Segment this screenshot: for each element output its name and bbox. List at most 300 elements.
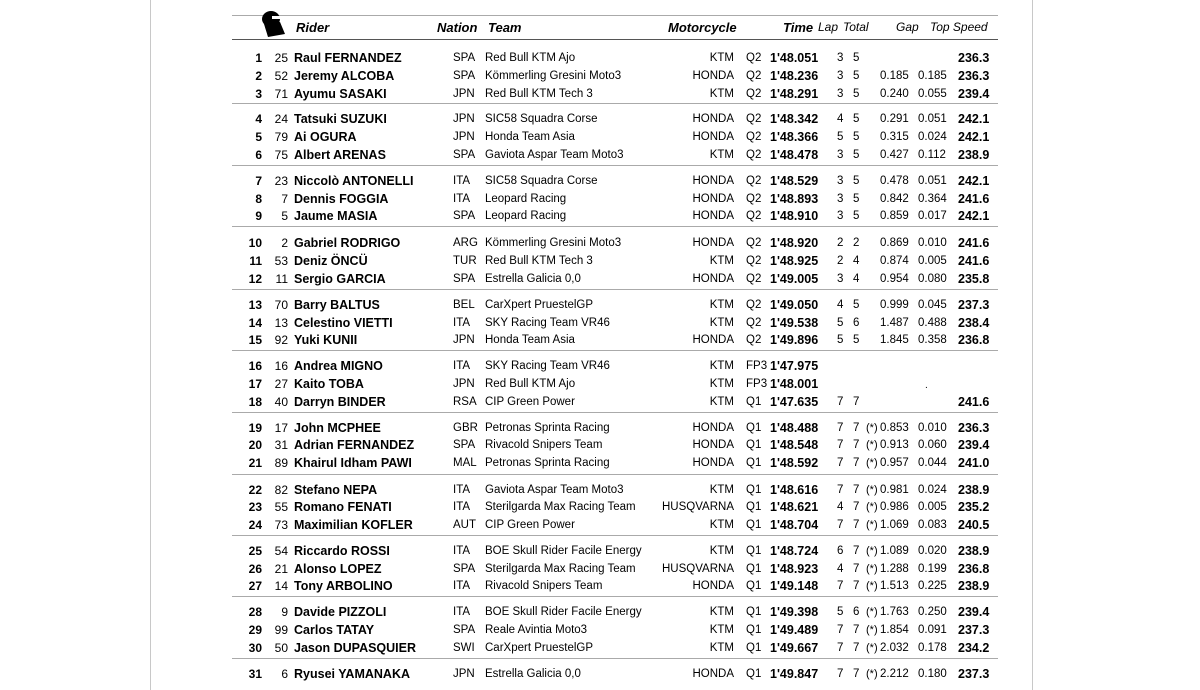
cell-gap: 0.853 xyxy=(880,422,909,434)
cell-total: 5 xyxy=(853,149,860,161)
table-row xyxy=(0,455,1200,472)
cell-sess: FP3 xyxy=(746,378,768,390)
cell-speed: 236.3 xyxy=(958,51,990,65)
cell-gap: 1.854 xyxy=(880,624,909,636)
cell-team: SIC58 Squadra Corse xyxy=(485,113,598,125)
cell-lap: 3 xyxy=(837,70,844,82)
cell-diff: 0.250 xyxy=(918,606,947,618)
cell-num: 92 xyxy=(274,333,288,347)
cell-name: Andrea MIGNO xyxy=(294,359,383,373)
cell-pos: 25 xyxy=(248,544,262,558)
cell-name: Jeremy ALCOBA xyxy=(294,69,395,83)
cell-nat: JPN xyxy=(453,378,475,390)
cell-team: BOE Skull Rider Facile Energy xyxy=(485,545,642,557)
cell-sess: FP3 xyxy=(746,360,768,372)
cell-gap: 0.957 xyxy=(880,457,909,469)
cell-speed: 239.4 xyxy=(958,87,990,101)
header-top-speed: Top Speed xyxy=(930,20,988,34)
cell-nat: ITA xyxy=(453,360,471,372)
cell-speed: 238.9 xyxy=(958,544,990,558)
cell-total: 5 xyxy=(853,131,860,143)
cell-diff: 0.010 xyxy=(918,422,947,434)
cell-moto: HUSQVARNA xyxy=(662,563,734,575)
cell-lap: 3 xyxy=(837,193,844,205)
cell-speed: 235.8 xyxy=(958,272,990,286)
cell-sess: Q2 xyxy=(746,237,762,249)
cell-num: 50 xyxy=(274,641,288,655)
cell-name: Celestino VIETTI xyxy=(294,316,393,330)
rider-helmet-icon xyxy=(258,8,288,38)
table-row xyxy=(0,517,1200,534)
cell-team: Red Bull KTM Ajo xyxy=(485,378,576,390)
cell-lap: 2 xyxy=(837,255,844,267)
cell-moto: HONDA xyxy=(692,131,734,143)
cell-time: 1'49.489 xyxy=(770,623,819,637)
cell-total: 5 xyxy=(853,88,860,100)
cell-lap: 7 xyxy=(837,457,844,469)
cell-star: (*) xyxy=(866,501,878,513)
group-divider xyxy=(232,103,998,104)
table-row xyxy=(0,111,1200,128)
cell-pos: 9 xyxy=(255,209,262,223)
cell-lap: 3 xyxy=(837,149,844,161)
cell-moto: HONDA xyxy=(692,457,734,469)
cell-moto: KTM xyxy=(709,52,734,64)
cell-num: 70 xyxy=(274,298,288,312)
cell-time: 1'49.896 xyxy=(770,333,819,347)
cell-speed: 236.8 xyxy=(958,333,990,347)
cell-pos: 17 xyxy=(248,377,262,391)
cell-sess: Q1 xyxy=(746,396,762,408)
cell-pos: 6 xyxy=(255,148,262,162)
cell-nat: JPN xyxy=(453,334,475,346)
cell-lap: 7 xyxy=(837,519,844,531)
cell-diff: 0.199 xyxy=(918,563,947,575)
cell-pos: 2 xyxy=(255,69,262,83)
table-row xyxy=(0,271,1200,288)
cell-speed: 239.4 xyxy=(958,438,990,452)
cell-team: Red Bull KTM Tech 3 xyxy=(485,255,593,267)
cell-diff: 0.364 xyxy=(918,193,947,205)
cell-sess: Q2 xyxy=(746,273,762,285)
cell-moto: HONDA xyxy=(692,210,734,222)
cell-moto: KTM xyxy=(709,88,734,100)
table-row xyxy=(0,640,1200,657)
cell-sess: Q1 xyxy=(746,668,762,680)
cell-total: 4 xyxy=(853,273,860,285)
cell-name: Barry BALTUS xyxy=(294,298,380,312)
cell-total: 5 xyxy=(853,210,860,222)
cell-pos: 24 xyxy=(248,518,262,532)
table-row xyxy=(0,173,1200,190)
cell-diff: 0.005 xyxy=(918,501,947,513)
cell-sess: Q1 xyxy=(746,563,762,575)
cell-speed: 234.2 xyxy=(958,641,990,655)
cell-time: 1'48.291 xyxy=(770,87,819,101)
cell-pos: 13 xyxy=(248,298,262,312)
cell-gap: 1.845 xyxy=(880,334,909,346)
cell-num: 14 xyxy=(274,579,288,593)
cell-name: Jaume MASIA xyxy=(294,209,378,223)
cell-total: 7 xyxy=(853,519,860,531)
cell-star: (*) xyxy=(866,580,878,592)
cell-name: Romano FENATI xyxy=(294,500,392,514)
cell-team: CarXpert PruestelGP xyxy=(485,299,594,311)
cell-name: Tony ARBOLINO xyxy=(294,579,393,593)
cell-sess: Q1 xyxy=(746,545,762,557)
cell-num: 52 xyxy=(274,69,288,83)
cell-speed: 242.1 xyxy=(958,130,990,144)
cell-sess: Q2 xyxy=(746,299,762,311)
cell-speed: 238.9 xyxy=(958,579,990,593)
cell-speed: 235.2 xyxy=(958,500,990,514)
cell-speed: 236.8 xyxy=(958,562,990,576)
header-nation: Nation xyxy=(437,20,478,35)
cell-lap: 3 xyxy=(837,88,844,100)
cell-nat: JPN xyxy=(453,668,475,680)
table-row xyxy=(0,208,1200,225)
cell-lap: 7 xyxy=(837,422,844,434)
cell-diff: 0.060 xyxy=(918,439,947,451)
cell-total: 7 xyxy=(853,545,860,557)
group-divider xyxy=(232,165,998,166)
cell-sess: Q1 xyxy=(746,580,762,592)
cell-name: Ai OGURA xyxy=(294,130,357,144)
cell-speed: 241.6 xyxy=(958,192,990,206)
cell-nat: SPA xyxy=(453,563,476,575)
table-row xyxy=(0,147,1200,164)
cell-gap: 0.185 xyxy=(880,70,909,82)
cell-num: 11 xyxy=(275,272,288,286)
cell-sess: Q2 xyxy=(746,317,762,329)
cell-nat: GBR xyxy=(453,422,478,434)
cell-speed: 241.0 xyxy=(958,456,990,470)
cell-name: Maximilian KOFLER xyxy=(294,518,413,532)
cell-gap: 0.874 xyxy=(880,255,909,267)
cell-time: 1'48.704 xyxy=(770,518,819,532)
cell-pos: 22 xyxy=(248,483,262,497)
cell-sess: Q2 xyxy=(746,70,762,82)
cell-moto: HONDA xyxy=(692,237,734,249)
cell-moto: HONDA xyxy=(692,273,734,285)
cell-speed: 242.1 xyxy=(958,209,990,223)
cell-sess: Q2 xyxy=(746,113,762,125)
cell-moto: HONDA xyxy=(692,422,734,434)
cell-diff: 0.083 xyxy=(918,519,947,531)
table-row xyxy=(0,358,1200,375)
cell-sess: Q1 xyxy=(746,484,762,496)
cell-time: 1'49.398 xyxy=(770,605,819,619)
cell-gap: 1.089 xyxy=(880,545,909,557)
cell-time: 1'48.478 xyxy=(770,148,819,162)
cell-team: Kömmerling Gresini Moto3 xyxy=(485,70,622,82)
cell-lap: 5 xyxy=(837,317,844,329)
cell-pos: 21 xyxy=(248,456,262,470)
group-divider xyxy=(232,658,998,659)
cell-total: 7 xyxy=(853,580,860,592)
cell-speed: 236.3 xyxy=(958,69,990,83)
table-row xyxy=(0,191,1200,208)
cell-nat: SPA xyxy=(453,70,476,82)
header-top-rule xyxy=(232,15,998,16)
cell-diff: 0.055 xyxy=(918,88,947,100)
cell-nat: ITA xyxy=(453,501,471,513)
cell-pos: 23 xyxy=(248,500,262,514)
table-row xyxy=(0,499,1200,516)
cell-total: 7 xyxy=(853,642,860,654)
cell-diff: 0.017 xyxy=(918,210,947,222)
cell-gap: 0.986 xyxy=(880,501,909,513)
cell-num: 7 xyxy=(281,192,288,206)
cell-name: Jason DUPASQUIER xyxy=(294,641,417,655)
cell-team: SKY Racing Team VR46 xyxy=(485,360,610,372)
cell-speed: 237.3 xyxy=(958,298,990,312)
table-row xyxy=(0,394,1200,411)
header-bottom-rule xyxy=(232,39,998,40)
cell-pos: 27 xyxy=(248,579,262,593)
cell-nat: JPN xyxy=(453,113,475,125)
cell-moto: HONDA xyxy=(692,113,734,125)
table-row xyxy=(0,253,1200,270)
cell-time: 1'48.236 xyxy=(770,69,819,83)
cell-lap: 2 xyxy=(837,237,844,249)
cell-nat: JPN xyxy=(453,88,475,100)
cell-name: Adrian FERNANDEZ xyxy=(294,438,415,452)
cell-num: 40 xyxy=(274,395,288,409)
cell-num: 2 xyxy=(281,236,288,250)
group-divider xyxy=(232,535,998,536)
cell-num: 16 xyxy=(274,359,288,373)
cell-moto: KTM xyxy=(709,378,734,390)
cell-time: 1'49.005 xyxy=(770,272,819,286)
cell-moto: KTM xyxy=(709,624,734,636)
cell-num: 82 xyxy=(274,483,288,497)
cell-star: (*) xyxy=(866,545,878,557)
cell-time: 1'48.051 xyxy=(770,51,819,65)
cell-lap: 6 xyxy=(837,545,844,557)
cell-num: 31 xyxy=(274,438,288,452)
cell-team: Honda Team Asia xyxy=(485,131,575,143)
cell-total: 6 xyxy=(853,606,860,618)
cell-total: 5 xyxy=(853,299,860,311)
cell-moto: HONDA xyxy=(692,580,734,592)
header-team: Team xyxy=(488,20,522,35)
cell-team: Gaviota Aspar Team Moto3 xyxy=(485,149,624,161)
cell-time: 1'48.592 xyxy=(770,456,819,470)
cell-total: 5 xyxy=(853,334,860,346)
cell-name: Sergio GARCIA xyxy=(294,272,386,286)
cell-sess: Q1 xyxy=(746,642,762,654)
cell-pos: 31 xyxy=(248,667,262,681)
stray-dot: . xyxy=(925,380,928,391)
cell-total: 5 xyxy=(853,175,860,187)
cell-sess: Q1 xyxy=(746,606,762,618)
cell-total: 5 xyxy=(853,113,860,125)
table-row xyxy=(0,482,1200,499)
cell-speed: 241.6 xyxy=(958,395,990,409)
cell-time: 1'48.910 xyxy=(770,209,819,223)
cell-gap: 1.487 xyxy=(880,317,909,329)
cell-gap: 1.513 xyxy=(880,580,909,592)
cell-name: Albert ARENAS xyxy=(294,148,386,162)
cell-team: Leopard Racing xyxy=(485,210,567,222)
table-row xyxy=(0,86,1200,103)
cell-nat: MAL xyxy=(453,457,477,469)
cell-num: 53 xyxy=(274,254,288,268)
cell-star: (*) xyxy=(866,422,878,434)
cell-total: 5 xyxy=(853,193,860,205)
cell-team: Sterilgarda Max Racing Team xyxy=(485,563,636,575)
cell-num: 27 xyxy=(274,377,288,391)
cell-total: 5 xyxy=(853,52,860,64)
cell-nat: ITA xyxy=(453,193,471,205)
cell-gap: 0.478 xyxy=(880,175,909,187)
cell-num: 73 xyxy=(274,518,288,532)
table-row xyxy=(0,50,1200,67)
cell-pos: 20 xyxy=(248,438,262,452)
group-divider xyxy=(232,412,998,413)
cell-sess: Q2 xyxy=(746,88,762,100)
cell-nat: ITA xyxy=(453,606,471,618)
table-row xyxy=(0,578,1200,595)
cell-gap: 0.954 xyxy=(880,273,909,285)
cell-gap: 0.842 xyxy=(880,193,909,205)
cell-sess: Q1 xyxy=(746,624,762,636)
cell-time: 1'48.342 xyxy=(770,112,819,126)
cell-nat: SPA xyxy=(453,149,476,161)
cell-diff: 0.488 xyxy=(918,317,947,329)
cell-time: 1'49.050 xyxy=(770,298,819,312)
cell-diff: 0.020 xyxy=(918,545,947,557)
cell-time: 1'48.925 xyxy=(770,254,819,268)
table-row xyxy=(0,604,1200,621)
cell-pos: 8 xyxy=(255,192,262,206)
cell-time: 1'48.616 xyxy=(770,483,819,497)
cell-team: Estrella Galicia 0,0 xyxy=(485,273,581,285)
cell-num: 55 xyxy=(274,500,288,514)
cell-pos: 29 xyxy=(248,623,262,637)
cell-total: 7 xyxy=(853,422,860,434)
cell-speed: 237.3 xyxy=(958,623,990,637)
cell-lap: 3 xyxy=(837,52,844,64)
cell-diff: 0.180 xyxy=(918,668,947,680)
cell-lap: 7 xyxy=(837,484,844,496)
cell-name: Ryusei YAMANAKA xyxy=(294,667,411,681)
cell-name: Khairul Idham PAWI xyxy=(294,456,412,470)
header-rider: Rider xyxy=(296,20,330,35)
header-gap: Gap xyxy=(896,20,919,34)
cell-moto: HONDA xyxy=(692,70,734,82)
cell-time: 1'47.635 xyxy=(770,395,819,409)
cell-moto: HONDA xyxy=(692,668,734,680)
cell-nat: RSA xyxy=(453,396,477,408)
table-row xyxy=(0,561,1200,578)
cell-team: Leopard Racing xyxy=(485,193,567,205)
cell-total: 7 xyxy=(853,624,860,636)
table-row xyxy=(0,437,1200,454)
cell-star: (*) xyxy=(866,484,878,496)
cell-pos: 16 xyxy=(248,359,262,373)
cell-sess: Q1 xyxy=(746,457,762,469)
cell-lap: 7 xyxy=(837,624,844,636)
cell-speed: 236.3 xyxy=(958,421,990,435)
cell-team: Honda Team Asia xyxy=(485,334,575,346)
cell-moto: KTM xyxy=(709,396,734,408)
cell-star: (*) xyxy=(866,668,878,680)
cell-sess: Q1 xyxy=(746,519,762,531)
cell-speed: 240.5 xyxy=(958,518,990,532)
cell-name: Raul FERNANDEZ xyxy=(294,51,402,65)
cell-team: Rivacold Snipers Team xyxy=(485,439,603,451)
cell-moto: KTM xyxy=(709,149,734,161)
cell-diff: 0.051 xyxy=(918,113,947,125)
cell-time: 1'47.975 xyxy=(770,359,819,373)
cell-time: 1'48.366 xyxy=(770,130,819,144)
cell-num: 23 xyxy=(274,174,288,188)
cell-moto: KTM xyxy=(709,545,734,557)
cell-time: 1'49.538 xyxy=(770,316,819,330)
cell-moto: KTM xyxy=(709,519,734,531)
cell-speed: 237.3 xyxy=(958,667,990,681)
cell-nat: TUR xyxy=(453,255,477,267)
cell-total: 7 xyxy=(853,501,860,513)
cell-name: Dennis FOGGIA xyxy=(294,192,389,206)
cell-star: (*) xyxy=(866,519,878,531)
cell-lap: 7 xyxy=(837,642,844,654)
cell-pos: 30 xyxy=(248,641,262,655)
cell-nat: SPA xyxy=(453,210,476,222)
cell-num: 21 xyxy=(274,562,288,576)
cell-team: CIP Green Power xyxy=(485,396,575,408)
cell-time: 1'48.621 xyxy=(770,500,819,514)
cell-star: (*) xyxy=(866,624,878,636)
cell-name: Stefano NEPA xyxy=(294,483,378,497)
cell-pos: 18 xyxy=(248,395,262,409)
table-row xyxy=(0,315,1200,332)
cell-num: 54 xyxy=(274,544,288,558)
cell-star: (*) xyxy=(866,457,878,469)
cell-team: CarXpert PruestelGP xyxy=(485,642,594,654)
cell-total: 2 xyxy=(853,237,860,249)
cell-name: Darryn BINDER xyxy=(294,395,386,409)
cell-pos: 14 xyxy=(248,316,262,330)
cell-pos: 4 xyxy=(255,112,262,126)
cell-gap: 1.288 xyxy=(880,563,909,575)
group-divider xyxy=(232,474,998,475)
cell-diff: 0.045 xyxy=(918,299,947,311)
cell-moto: KTM xyxy=(709,317,734,329)
cell-gap: 0.240 xyxy=(880,88,909,100)
cell-gap: 0.869 xyxy=(880,237,909,249)
cell-team: Kömmerling Gresini Moto3 xyxy=(485,237,622,249)
cell-team: Gaviota Aspar Team Moto3 xyxy=(485,484,624,496)
cell-sess: Q2 xyxy=(746,210,762,222)
table-row xyxy=(0,543,1200,560)
cell-pos: 28 xyxy=(248,605,262,619)
cell-moto: HONDA xyxy=(692,334,734,346)
table-row xyxy=(0,376,1200,393)
cell-moto: KTM xyxy=(709,360,734,372)
cell-lap: 7 xyxy=(837,396,844,408)
header-motorcycle: Motorcycle xyxy=(668,20,737,35)
cell-speed: 242.1 xyxy=(958,112,990,126)
cell-team: Rivacold Snipers Team xyxy=(485,580,603,592)
cell-nat: SPA xyxy=(453,624,476,636)
cell-sess: Q2 xyxy=(746,131,762,143)
table-row xyxy=(0,235,1200,252)
cell-moto: KTM xyxy=(709,484,734,496)
cell-name: Yuki KUNII xyxy=(294,333,358,347)
